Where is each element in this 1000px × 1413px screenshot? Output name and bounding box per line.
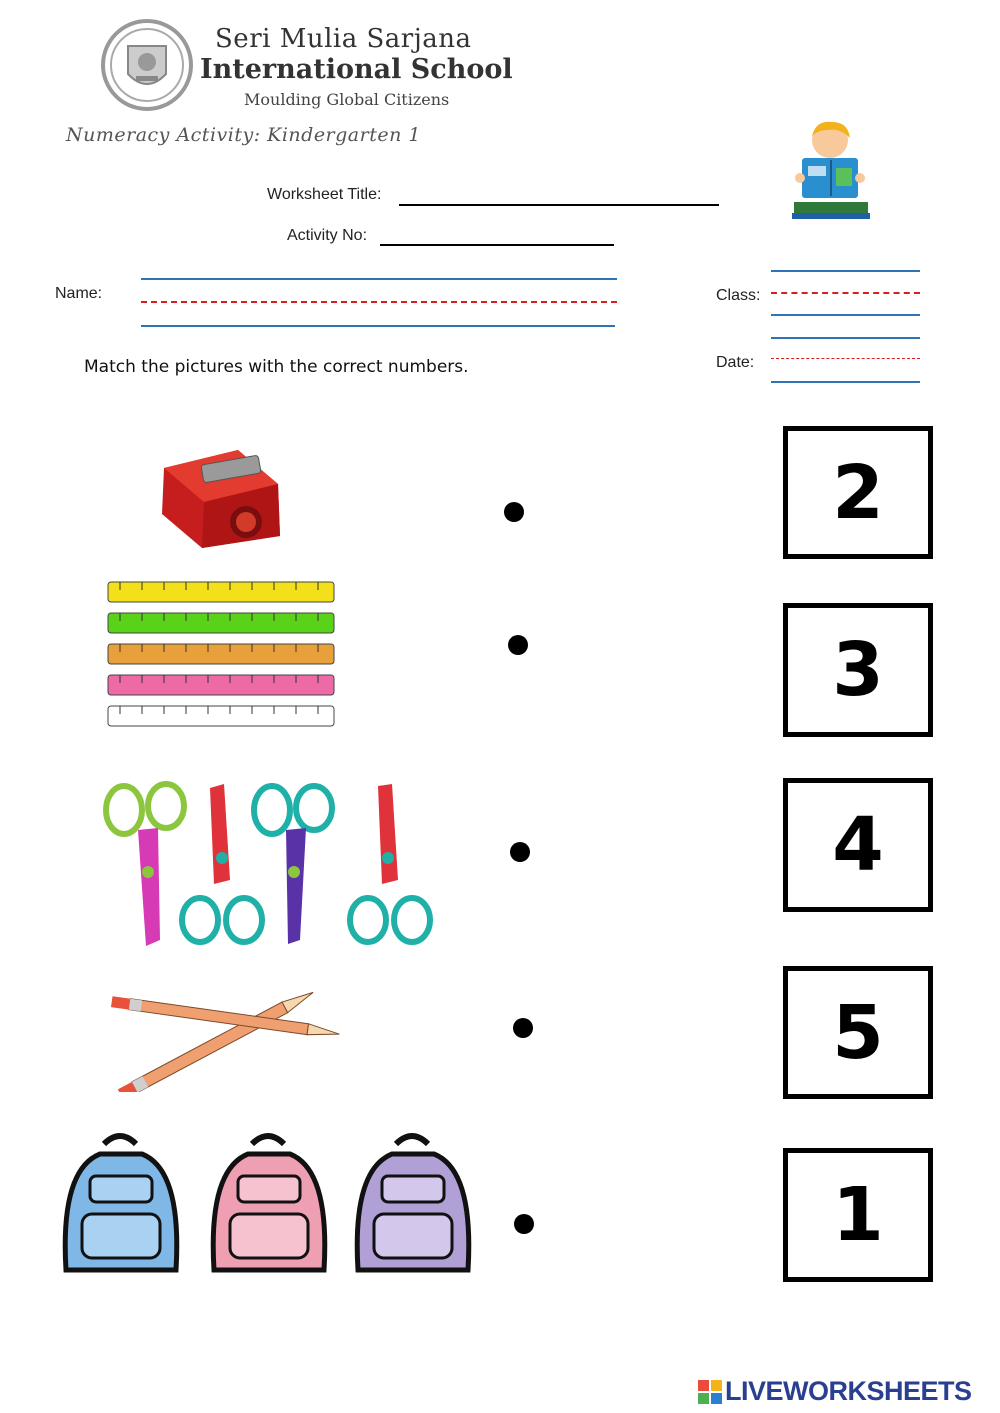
number-box-3[interactable]: 4	[783, 778, 933, 912]
match-dot-1[interactable]	[504, 502, 524, 522]
match-dot-2[interactable]	[508, 635, 528, 655]
number-box-1[interactable]: 2	[783, 426, 933, 559]
name-label: Name:	[55, 285, 103, 302]
sharpener-icon[interactable]	[158, 444, 284, 554]
match-dot-4[interactable]	[513, 1018, 533, 1038]
date-field[interactable]	[771, 356, 920, 386]
activity-no-field[interactable]	[380, 244, 614, 246]
school-name-line2: International School	[200, 54, 513, 85]
instruction-text: Match the pictures with the correct numbers.	[84, 357, 469, 377]
boy-reading-icon	[788, 118, 874, 220]
pencil-icon[interactable]	[104, 982, 352, 1092]
activity-no-label: Activity No:	[287, 227, 368, 244]
activity-subtitle: Numeracy Activity: Kindergarten 1	[66, 124, 421, 146]
number-box-2[interactable]: 3	[783, 603, 933, 737]
match-dot-5[interactable]	[514, 1214, 534, 1234]
school-name-line1: Seri Mulia Sarjana	[215, 24, 472, 54]
worksheet-title-label: Worksheet Title:	[267, 186, 382, 203]
number-box-5[interactable]: 1	[783, 1148, 933, 1282]
footer-brand[interactable]: LIVEWORKSHEETS	[725, 1376, 972, 1406]
school-motto: Moulding Global Citizens	[244, 90, 450, 109]
backpack-icon[interactable]	[60, 1130, 484, 1286]
school-crest-icon	[98, 16, 196, 114]
name-field[interactable]	[141, 278, 617, 330]
match-dot-3[interactable]	[510, 842, 530, 862]
date-label: Date:	[716, 354, 755, 371]
class-label: Class:	[716, 287, 761, 304]
number-box-4[interactable]: 5	[783, 966, 933, 1099]
liveworksheets-logo-icon	[698, 1380, 722, 1404]
scissors-icon[interactable]	[102, 780, 438, 950]
ruler-icon[interactable]	[106, 580, 338, 732]
class-field[interactable]	[771, 268, 920, 340]
worksheet-title-field[interactable]	[399, 204, 719, 206]
